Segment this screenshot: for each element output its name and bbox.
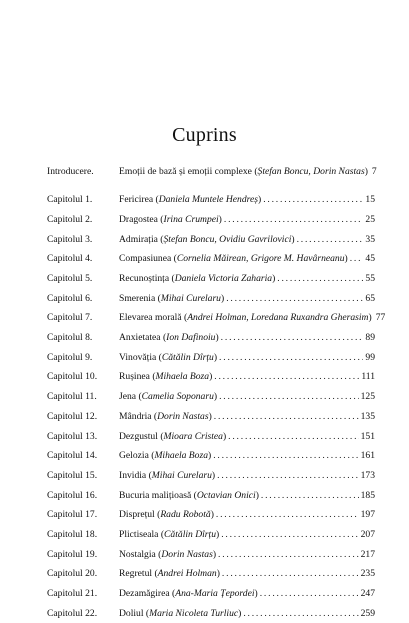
toc-entry xyxy=(47,387,375,407)
toc-entry-line xyxy=(119,210,375,230)
toc-entry-line xyxy=(119,269,375,289)
dot-leader xyxy=(214,367,359,387)
dot-leader xyxy=(226,289,363,309)
paren-open: ( xyxy=(154,568,158,580)
toc-entry-title: Disprețul xyxy=(119,509,158,521)
paren-close: ) xyxy=(364,166,368,177)
toc-entry-page-number: 185 xyxy=(360,489,375,501)
toc-entry-title: Invidia xyxy=(119,469,149,481)
toc-entry-title: Bucuria malițioasă xyxy=(119,489,194,501)
dot-leader xyxy=(224,210,364,230)
toc-entry-title: Dezgustul xyxy=(119,430,161,442)
toc-entry-label: Capitolul 3. xyxy=(47,233,93,245)
paren-close: ) xyxy=(255,489,259,501)
toc-entry-page-number: 125 xyxy=(360,391,375,403)
paren-close: ) xyxy=(213,351,218,363)
toc-entry-line xyxy=(119,407,375,427)
paren-open: ( xyxy=(172,588,176,600)
toc-entry-page-number: 247 xyxy=(360,588,375,600)
toc-entry-label: Capitolul 4. xyxy=(47,253,93,265)
toc-entry-page-number: 55 xyxy=(365,273,375,285)
toc-entry-title: Admirația xyxy=(119,233,161,245)
paren-close: ) xyxy=(209,371,213,383)
toc-entry-line xyxy=(119,230,375,250)
toc-entry-author: Maria Nicoleta Turliuc xyxy=(149,607,239,619)
toc-entry xyxy=(47,308,386,328)
paren-close: ) xyxy=(212,548,217,560)
toc-entry-author: Dorin Nastas xyxy=(157,410,209,422)
toc-entry-author: Cătălin Dîrțu xyxy=(164,528,217,540)
toc-entry-page-number: 207 xyxy=(360,528,375,540)
toc-entry-author: Octavian Onici xyxy=(196,489,256,501)
toc-entry-line xyxy=(119,466,375,486)
toc-entry-author: Daniela Muntele Hendreș xyxy=(158,194,258,206)
toc-entry-author: Cătălin Dîrțu xyxy=(161,351,214,363)
paren-close: ) xyxy=(254,588,258,600)
toc-entry-line xyxy=(119,367,375,387)
paren-open: ( xyxy=(145,607,150,619)
toc-entry-author: Andrei Holman xyxy=(157,568,217,580)
toc-entry-page-number: 173 xyxy=(360,469,375,481)
toc-entry xyxy=(47,190,375,210)
toc-entry-label: Capitolul 9. xyxy=(47,351,93,363)
dot-leader xyxy=(350,249,364,269)
toc-entry-label: Capitolul 11. xyxy=(47,391,97,403)
paren-open: ( xyxy=(254,166,258,177)
toc-entry-author: Dorin Nastas xyxy=(161,548,213,560)
paren-close: ) xyxy=(208,410,212,422)
toc-entry-page-number: 35 xyxy=(365,233,375,245)
toc-entry-label: Capitolul 17. xyxy=(47,509,98,521)
toc-entry xyxy=(47,604,375,623)
toc-entry xyxy=(47,446,375,466)
toc-entry-label: Capitolul 5. xyxy=(47,273,93,285)
toc-entry xyxy=(47,505,375,525)
toc-entry-author: Ana-Maria Țepordei xyxy=(175,588,255,600)
toc-entry xyxy=(47,162,375,182)
toc-entry-title: Fericirea xyxy=(119,194,156,206)
toc-entry xyxy=(47,564,375,584)
paren-close: ) xyxy=(222,430,227,442)
toc-entry-label: Capitolul 21. xyxy=(47,588,98,600)
toc-entry-title: Rușinea xyxy=(119,371,153,383)
toc-entry-label: Capitolul 16. xyxy=(47,489,98,501)
toc-entry-page-number: 111 xyxy=(361,371,375,383)
toc-entry-title: Jena xyxy=(119,391,139,403)
toc-entry xyxy=(47,328,375,348)
toc-entry-label: Capitolul 7. xyxy=(47,312,93,324)
toc-entry xyxy=(47,466,375,486)
paren-open: ( xyxy=(160,213,164,225)
toc-entry-label: Capitolul 2. xyxy=(47,213,93,225)
toc-entry-author: Andrei Holman, Loredana Ruxandra Gherasim xyxy=(187,312,369,324)
dot-leader xyxy=(277,269,363,289)
toc-entry-title: Mândria xyxy=(119,410,154,422)
paren-close: ) xyxy=(272,273,276,285)
dot-leader xyxy=(219,387,359,407)
paren-open: ( xyxy=(153,410,158,422)
paren-close: ) xyxy=(213,391,218,403)
toc-entry-author: Ștefan Boncu, Dorin Nastas xyxy=(257,166,365,177)
toc-entry-label: Capitolul 13. xyxy=(47,430,98,442)
toc-entry-line xyxy=(119,446,375,466)
toc-entry-label: Capitolul 10. xyxy=(47,371,98,383)
toc-entry-line xyxy=(119,486,375,506)
paren-close: ) xyxy=(216,528,220,540)
toc-entry-title: Dragostea xyxy=(119,213,161,225)
paren-open: ( xyxy=(148,469,152,481)
paren-open: ( xyxy=(193,489,197,501)
toc-entry-label: Capitolul 22. xyxy=(47,607,98,619)
toc-entry-page-number: 65 xyxy=(365,292,375,304)
dot-leader xyxy=(222,564,359,584)
paren-open: ( xyxy=(151,450,155,462)
paren-open: ( xyxy=(183,312,188,324)
toc-entry-author: Mihaela Boza xyxy=(155,371,210,383)
paren-close: ) xyxy=(291,233,295,245)
toc-entry xyxy=(47,525,375,545)
toc-entry xyxy=(47,210,375,230)
toc-entry-label: Capitolul 12. xyxy=(47,410,98,422)
paren-close: ) xyxy=(344,253,348,265)
toc-entry-line xyxy=(119,162,375,182)
toc-entry-author: Mioara Cristea xyxy=(163,430,223,442)
toc-entry xyxy=(47,407,375,427)
paren-open: ( xyxy=(173,253,177,265)
paren-open: ( xyxy=(160,430,164,442)
paren-open: ( xyxy=(158,548,162,560)
toc-entry-title: Anxietatea xyxy=(119,332,163,344)
dot-leader xyxy=(261,486,359,506)
toc-entry-author: Cornelia Măirean, Grigore M. Havârneanu xyxy=(176,253,345,265)
toc-entry-title: Nostalgia xyxy=(119,548,159,560)
toc-entry-title: Recunoștința xyxy=(119,273,172,285)
dot-leader xyxy=(217,466,358,486)
dot-leader xyxy=(218,545,359,565)
dot-leader xyxy=(221,525,358,545)
paren-open: ( xyxy=(138,391,142,403)
toc-entry-line xyxy=(119,564,375,584)
toc-entry-page-number: 151 xyxy=(360,430,375,442)
toc-entry-line xyxy=(119,545,375,565)
paren-close: ) xyxy=(210,509,214,521)
toc-entry-author: Mihai Curelaru xyxy=(151,469,212,481)
toc-entry-title: Smerenia xyxy=(119,292,158,304)
toc-entry-page-number: 135 xyxy=(360,410,375,422)
dot-leader xyxy=(297,230,364,250)
toc-entry xyxy=(47,269,375,289)
toc-entry-title: Regretul xyxy=(119,568,155,580)
toc-entry-label: Capitolul 14. xyxy=(47,450,98,462)
paren-open: ( xyxy=(171,273,175,285)
paren-open: ( xyxy=(160,528,165,540)
toc-entry-label: Capitolul 1. xyxy=(47,194,93,206)
paren-open: ( xyxy=(162,332,167,344)
toc-entry-label: Capitolul 6. xyxy=(47,292,93,304)
toc-entry-line xyxy=(119,249,375,269)
toc-entry-page-number: 161 xyxy=(360,450,375,462)
toc-entry-page-number: 259 xyxy=(360,607,375,619)
toc-entry-page-number: 77 xyxy=(375,312,386,324)
toc-entry xyxy=(47,289,375,309)
toc-entry-page-number: 217 xyxy=(360,548,375,560)
toc-entry-author: Mihaela Boza xyxy=(154,450,208,462)
paren-close: ) xyxy=(215,332,219,344)
paren-open: ( xyxy=(160,233,164,245)
toc-entry-title: Plictiseala xyxy=(119,528,161,540)
toc-entry-line xyxy=(119,308,386,328)
toc-entry-line xyxy=(119,289,375,309)
toc-entry-page-number: 45 xyxy=(365,253,375,265)
toc-entry-title: Emoții de bază și emoții complexe xyxy=(119,166,255,177)
toc-entry-label: Introducere. xyxy=(47,166,94,177)
paren-close: ) xyxy=(258,194,262,206)
toc-entry-author: Radu Robotă xyxy=(160,509,211,521)
paren-open: ( xyxy=(157,509,161,521)
dot-leader xyxy=(228,427,358,447)
toc-entry-line xyxy=(119,427,375,447)
toc-entry-line xyxy=(119,348,375,368)
dot-leader xyxy=(221,328,364,348)
toc-entry-author: Ștefan Boncu, Ovidiu Gavrilovici xyxy=(163,233,292,245)
toc-entry-title: Elevarea morală xyxy=(119,312,184,324)
toc-entry-line xyxy=(119,525,375,545)
toc-entry-line xyxy=(119,505,375,525)
toc-entry xyxy=(47,367,375,387)
paren-close: ) xyxy=(211,469,216,481)
toc-entry-title: Doliul xyxy=(119,607,146,619)
dot-leader xyxy=(216,505,359,525)
toc-entry-page-number: 7 xyxy=(371,166,377,177)
dot-leader xyxy=(243,604,358,623)
toc-entry-author: Ion Dafinoiu xyxy=(166,332,216,344)
toc-entry-label: Capitolul 18. xyxy=(47,528,98,540)
paren-open: ( xyxy=(158,351,162,363)
paren-close: ) xyxy=(208,450,212,462)
toc-entry-label: Capitolul 15. xyxy=(47,469,98,481)
toc-entry-line xyxy=(119,328,375,348)
paren-close: ) xyxy=(218,213,222,225)
toc-entry-author: Daniela Victoria Zaharia xyxy=(174,273,273,285)
toc-entry-title: Vinovăția xyxy=(119,351,159,363)
toc-entry-label: Capitolul 19. xyxy=(47,548,98,560)
toc-entry xyxy=(47,348,375,368)
toc-entry-page-number: 197 xyxy=(360,509,375,521)
toc-entry-title: Compasiunea xyxy=(119,253,174,265)
toc-entry-label: Capitolul 8. xyxy=(47,332,93,344)
toc-entry-author: Camelia Soponaru xyxy=(141,391,214,403)
paren-open: ( xyxy=(157,292,161,304)
toc-entry xyxy=(47,486,375,506)
toc-entry-page-number: 25 xyxy=(365,213,375,225)
toc-entry xyxy=(47,249,375,269)
toc-entry-author: Irina Crumpei xyxy=(163,213,219,225)
page-title: Cuprins xyxy=(172,124,237,146)
toc-entry-title: Dezamăgirea xyxy=(119,588,172,600)
toc-entry-title: Gelozia xyxy=(119,450,152,462)
toc-entry-line xyxy=(119,190,375,210)
table-of-contents xyxy=(47,162,386,623)
toc-entry-line xyxy=(119,387,375,407)
dot-leader xyxy=(214,407,359,427)
dot-leader xyxy=(213,446,358,466)
paren-close: ) xyxy=(238,607,242,619)
toc-entry-line xyxy=(119,604,375,623)
toc-entry-page-number: 99 xyxy=(365,351,375,363)
paren-close: ) xyxy=(368,312,372,324)
toc-entry xyxy=(47,230,375,250)
dot-leader xyxy=(263,190,363,210)
toc-entry xyxy=(47,427,375,447)
toc-entry-page-number: 89 xyxy=(365,332,375,344)
paren-open: ( xyxy=(152,371,156,383)
paren-close: ) xyxy=(220,292,225,304)
dot-leader xyxy=(219,348,363,368)
paren-close: ) xyxy=(216,568,220,580)
toc-entry-author: Mihai Curelaru xyxy=(160,292,221,304)
toc-entry-page-number: 235 xyxy=(360,568,375,580)
toc-entry xyxy=(47,545,375,565)
toc-entry-label: Capitolul 20. xyxy=(47,568,98,580)
toc-entry-page-number: 15 xyxy=(365,194,375,206)
paren-open: ( xyxy=(155,194,159,206)
